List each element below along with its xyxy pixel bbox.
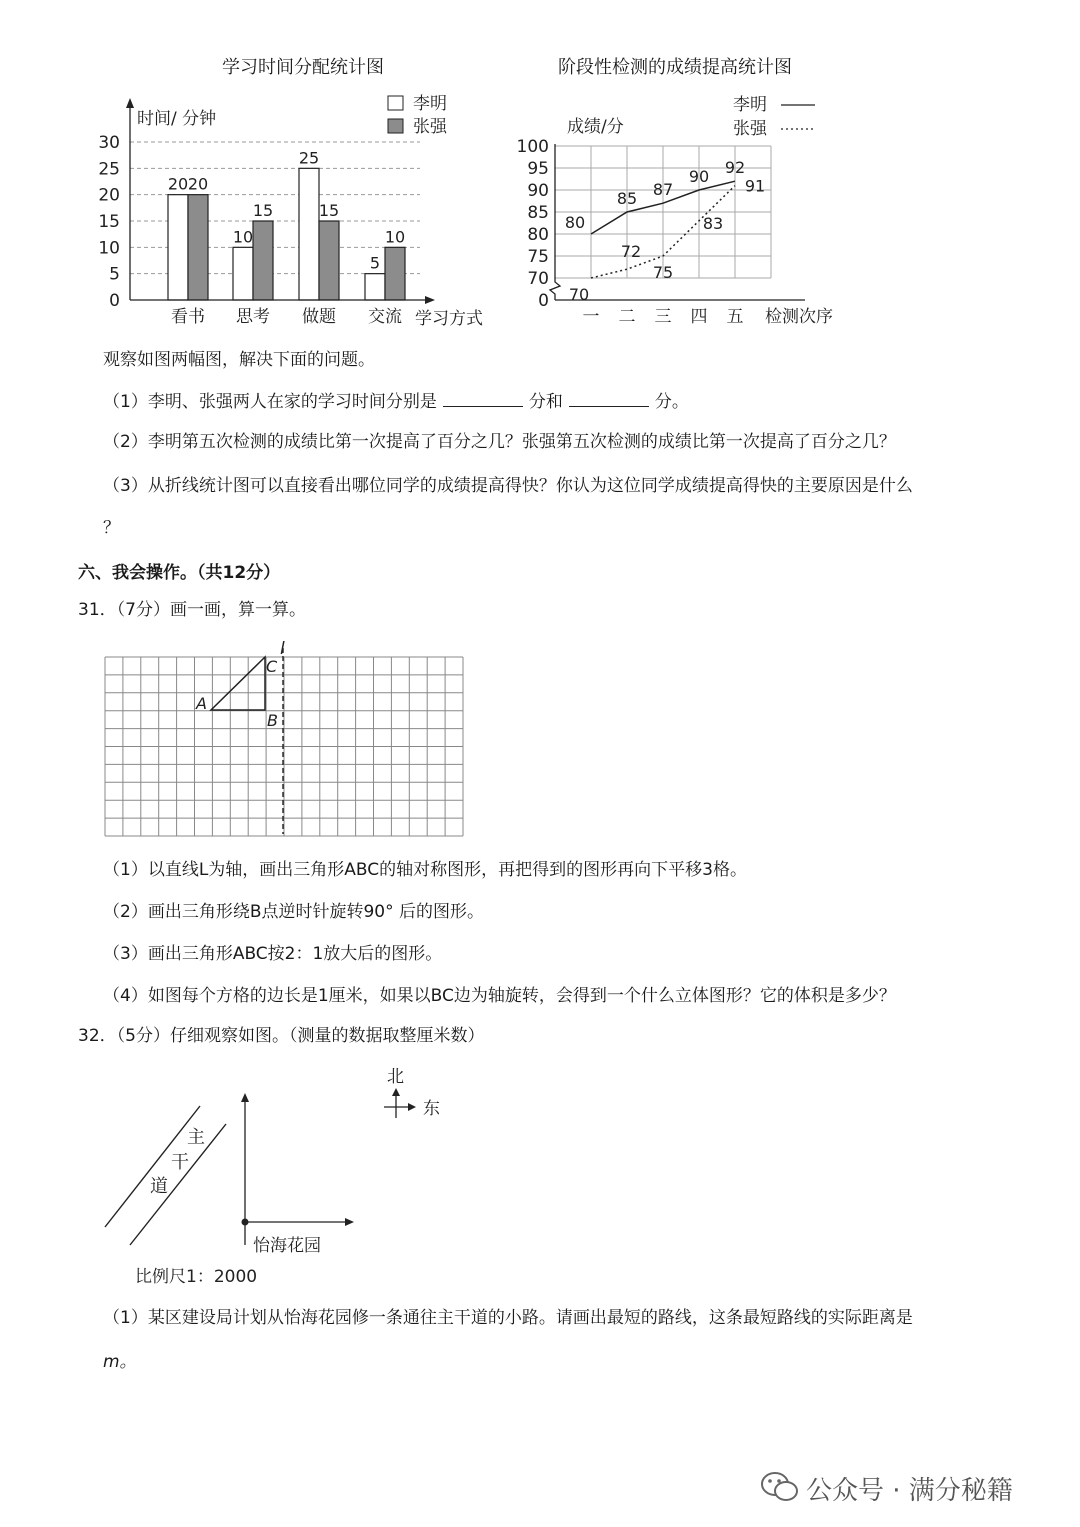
bar-y-tick-label: 25 xyxy=(98,159,120,180)
problem-31-3: （3）画出三角形ABC按2：1放大后的图形。 xyxy=(103,944,443,964)
bar-value-label: 20 xyxy=(187,174,209,194)
line-value-label: 92 xyxy=(724,158,746,178)
bar-y-tick-label: 5 xyxy=(109,264,120,285)
point-b-label: B xyxy=(267,711,278,730)
compass-north-arrow xyxy=(392,1088,400,1096)
bar-value-label: 10 xyxy=(384,227,406,247)
bar-zhangqiang xyxy=(385,247,405,300)
question-3-end: ？ xyxy=(103,518,120,538)
line-chart-title: 阶段性检测的成绩提高统计图 xyxy=(558,57,792,78)
line-y-tick-label: 85 xyxy=(527,203,549,223)
watermark-text: 公众号 · 满分秘籍 xyxy=(806,1476,1013,1506)
line-y-tick-label: 75 xyxy=(527,247,549,267)
bar-value-label: 20 xyxy=(167,174,189,194)
bar-zhangqiang xyxy=(319,221,339,300)
line-value-label: 72 xyxy=(620,242,642,262)
legend-zhangqiang-label: 张强 xyxy=(413,117,447,137)
legend-liming-label: 李明 xyxy=(413,94,447,114)
bar-chart xyxy=(95,88,505,333)
bar-y-tick-label: 10 xyxy=(98,238,120,259)
garden-point xyxy=(242,1219,249,1226)
bar-y-label: 时间/ 分钟 xyxy=(137,109,217,129)
bar-zhangqiang xyxy=(188,195,208,300)
main-road-edge-right xyxy=(130,1124,226,1245)
line-chart xyxy=(505,88,880,333)
line-y-tick-label: 100 xyxy=(516,137,549,157)
line-x-tick-label: 三 xyxy=(654,307,672,327)
problem-31-heading: 31．（7分）画一画，算一算。 xyxy=(78,600,306,620)
bar-liming xyxy=(168,195,188,300)
map-east-axis-arrow xyxy=(345,1218,354,1226)
problem-32-heading: 32．（5分）仔细观察如图。（测量的数据取整厘米数） xyxy=(78,1026,485,1046)
bar-x-label: 学习方式 xyxy=(415,309,483,329)
wechat-icon xyxy=(760,1470,800,1504)
bar-y-tick-label: 0 xyxy=(109,291,120,311)
question-1-text-b: 分和 xyxy=(528,392,563,412)
question-2: （2）李明第五次检测的成绩比第一次提高了百分之几？张强第五次检测的成绩比第一次提高了百分之几？ xyxy=(103,432,896,452)
main-road-label-2: 干 xyxy=(171,1152,189,1173)
line-x-tick-label: 五 xyxy=(726,307,744,327)
legend-zhangqiang-swatch xyxy=(388,119,403,133)
compass-east-arrow xyxy=(408,1103,416,1111)
line-y-tick-label: 80 xyxy=(527,225,549,245)
bar-chart-title: 学习时间分配统计图 xyxy=(222,57,384,78)
question-1-text-a: （1）李明、张强两人在家的学习时间分别是 xyxy=(103,392,437,412)
bar-value-label: 5 xyxy=(369,253,381,273)
triangle-abc xyxy=(211,657,265,710)
line-legend-zhangqiang-label: 张强 xyxy=(733,119,767,139)
bar-x-tick-label: 交流 xyxy=(368,307,402,327)
grid-figure xyxy=(100,636,470,841)
question-3: （3）从折线统计图可以直接看出哪位同学的成绩提高得快？你认为这位同学成绩提高得快的主要原因是什么 xyxy=(103,476,913,496)
bar-value-label: 25 xyxy=(298,148,320,168)
east-label: 东 xyxy=(423,1099,440,1119)
legend-liming-swatch xyxy=(388,96,403,110)
question-1-text-c: 分。 xyxy=(654,392,689,412)
line-value-label: 83 xyxy=(702,213,724,233)
line-value-label: 90 xyxy=(688,167,710,186)
line-y-label: 成绩/分 xyxy=(567,117,624,137)
bar-zhangqiang xyxy=(253,221,273,300)
main-road-label-1: 主 xyxy=(187,1127,205,1148)
line-y-tick-label: 90 xyxy=(527,181,549,201)
line-legend-liming-label: 李明 xyxy=(733,95,767,115)
bar-y-tick-label: 20 xyxy=(98,185,120,206)
scale-label: 比例尺1：2000 xyxy=(135,1267,258,1287)
answer-blank-2[interactable] xyxy=(569,390,649,407)
problem-31-4: （4）如图每个方格的边长是1厘米，如果以BC边为轴旋转，会得到一个什么立体图形？它的体积是多少？ xyxy=(103,986,896,1006)
section-6-heading: 六、我会操作。（共12分） xyxy=(78,563,281,583)
line-x-tick-label: 一 xyxy=(582,307,600,327)
problem-32-1-end: m。 xyxy=(103,1352,137,1372)
bar-value-label: 15 xyxy=(252,201,274,220)
problem-32-1: （1）某区建设局计划从怡海花园修一条通往主干道的小路。请画出最短的路线，这条最短路线的实际距离是 xyxy=(103,1308,913,1328)
bar-liming xyxy=(299,168,319,300)
line-y-tick-label: 95 xyxy=(527,159,549,179)
bar-value-label: 15 xyxy=(318,201,340,220)
question-1 xyxy=(103,390,689,414)
problem-31-1: （1）以直线L为轴，画出三角形ABC的轴对称图形，再把得到的图形再向下平移3格。 xyxy=(103,860,747,880)
map-north-axis-arrow xyxy=(241,1093,249,1102)
line-x-label: 检测次序 xyxy=(765,307,833,327)
bar-x-tick-label: 看书 xyxy=(171,307,205,327)
bar-value-label: 10 xyxy=(232,227,254,247)
observe-text: 观察如图两幅图，解决下面的问题。 xyxy=(103,350,375,370)
problem-31-2: （2）画出三角形绕B点逆时针旋转90° 后的图形。 xyxy=(103,902,485,922)
garden-label: 怡海花园 xyxy=(253,1236,321,1256)
line-value-label: 70 xyxy=(568,285,590,304)
bar-y-tick-label: 30 xyxy=(98,133,120,153)
line-value-label: 87 xyxy=(652,180,674,200)
bar-x-tick-label: 思考 xyxy=(236,307,270,327)
line-x-tick-label: 四 xyxy=(690,307,708,327)
axis-l-label: l xyxy=(280,639,285,659)
bar-y-tick-label: 15 xyxy=(98,212,120,232)
point-c-label: C xyxy=(266,657,278,676)
line-value-label: 85 xyxy=(616,189,638,208)
map-figure xyxy=(95,1060,475,1295)
bar-x-axis-arrow xyxy=(425,296,435,304)
bar-liming xyxy=(233,247,253,300)
line-value-label: 75 xyxy=(652,263,674,282)
bar-y-axis-arrow xyxy=(126,98,134,108)
point-a-label: A xyxy=(196,694,207,713)
line-y-tick-label: 70 xyxy=(527,269,549,289)
line-y-tick-label: 0 xyxy=(538,291,549,311)
bar-x-tick-label: 做题 xyxy=(302,307,336,327)
bar-liming xyxy=(365,274,385,300)
line-value-label: 80 xyxy=(564,213,586,232)
north-label: 北 xyxy=(387,1067,404,1087)
line-y-axis-break xyxy=(550,144,560,300)
answer-blank-1[interactable] xyxy=(443,390,523,407)
line-x-tick-label: 二 xyxy=(618,307,636,327)
main-road-label-3: 道 xyxy=(150,1176,168,1197)
line-value-label: 91 xyxy=(744,176,766,196)
